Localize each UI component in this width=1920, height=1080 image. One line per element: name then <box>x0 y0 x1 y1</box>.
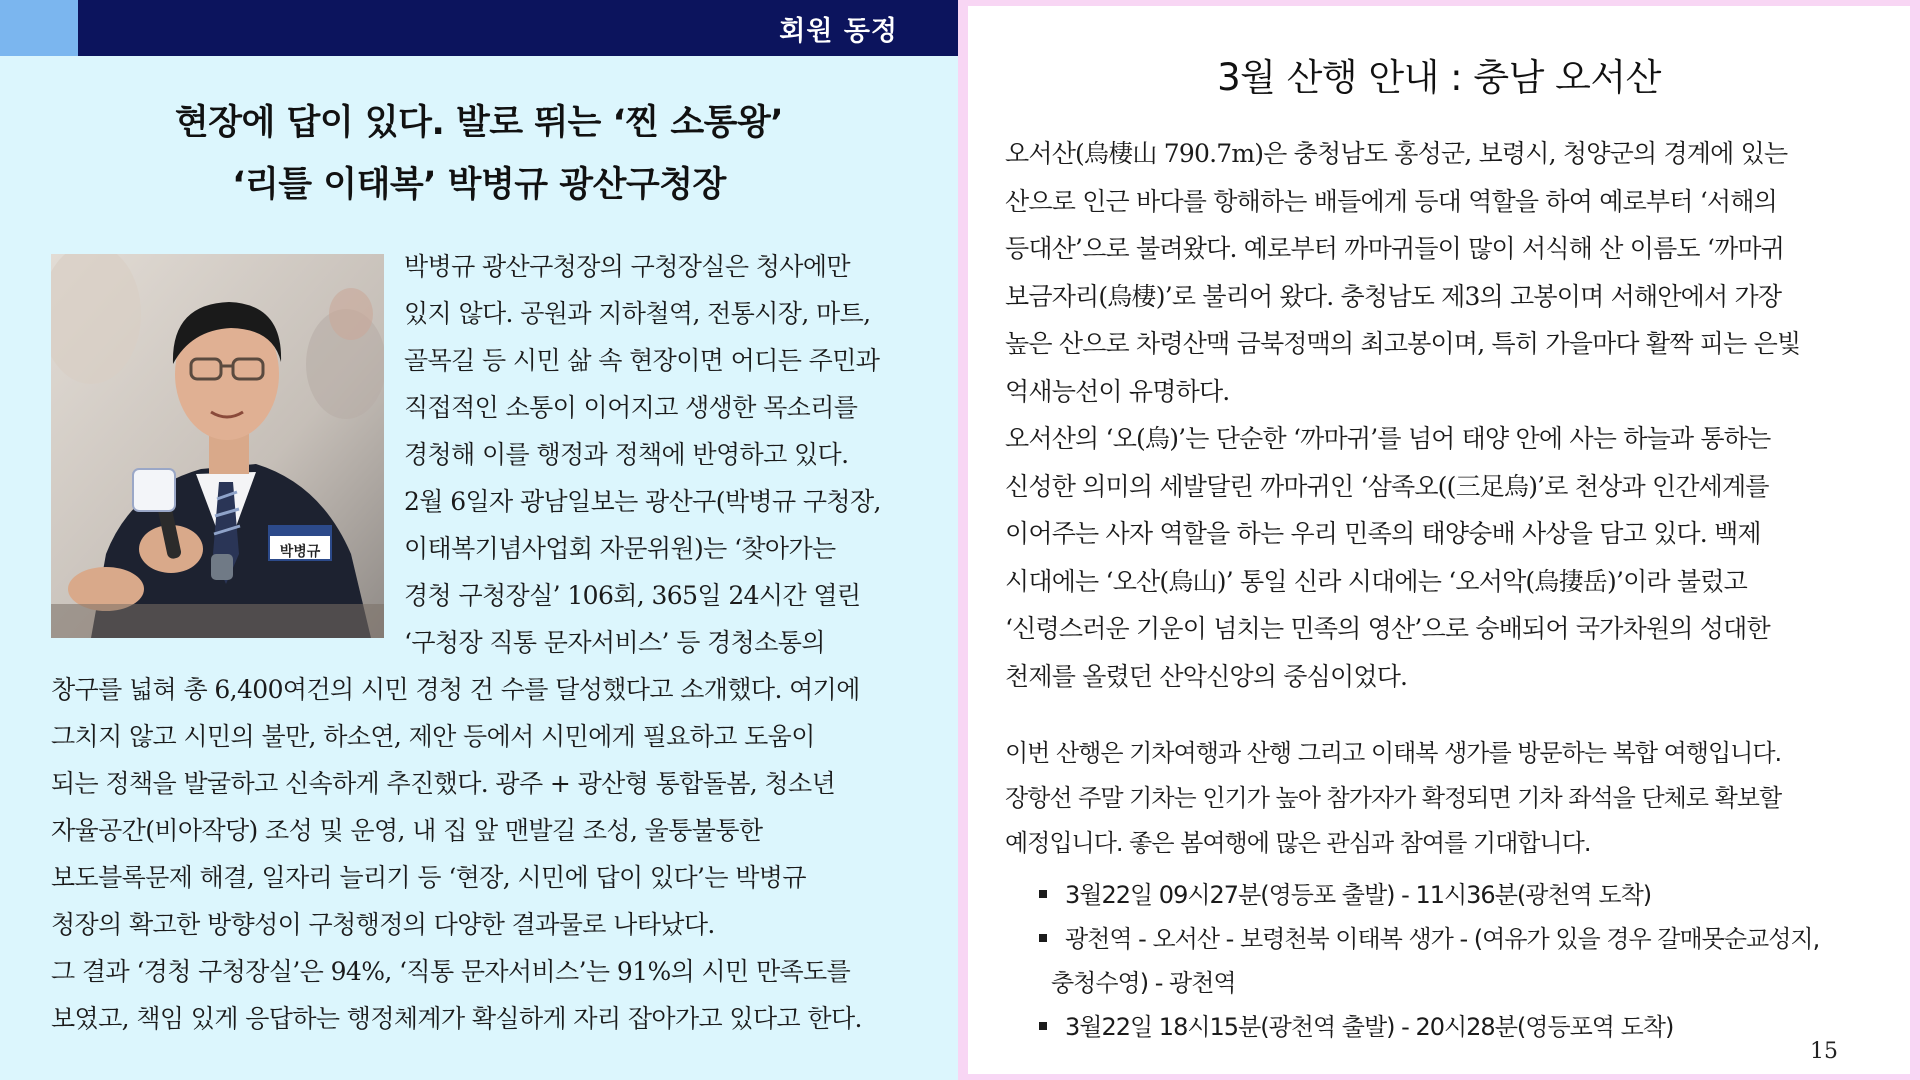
schedule-list <box>1005 873 1819 1049</box>
name-badge-text: 박병규 <box>279 544 321 560</box>
description-line: 억새능선이 유명하다. <box>1005 376 1230 406</box>
article-line: 되는 정책을 발굴하고 신속하게 추진했다. 광주 + 광산형 통합돌봄, 청소년 <box>51 769 836 798</box>
header-accent-block <box>0 0 78 56</box>
mountain-description <box>1005 130 1800 700</box>
article-line: 그 결과 ‘경청 구청장실’은 94%, ‘직통 문자서비스’는 91%의 시민 만족도를 <box>51 957 851 986</box>
schedule-item-return <box>1005 1005 1819 1049</box>
description-line: 신성한 의미의 세발달린 까마귀인 ‘삼족오((三足烏)’로 천상과 인간세계를 <box>1005 471 1769 501</box>
article-line: 보였고, 책임 있게 응답하는 행정체계가 확실하게 자리 잡아가고 있다고 한다. <box>51 1004 862 1033</box>
section-label: 회원 동정 <box>779 16 898 47</box>
announcement-line: 이번 산행은 기차여행과 산행 그리고 이태복 생가를 방문하는 복합 여행입니다. <box>1005 739 1782 767</box>
section-header-bar <box>78 0 958 56</box>
schedule-text-continued: 충청수영) - 광천역 <box>1051 969 1236 997</box>
description-line: 천제를 올렸던 산악신앙의 중심이었다. <box>1005 661 1408 691</box>
article-line: 있지 않다. 공원과 지하철역, 전통시장, 마트, <box>404 299 871 328</box>
article-line: 창구를 넓혀 총 6,400여건의 시민 경청 건 수를 달성했다고 소개했다. 여기에 <box>51 675 860 704</box>
description-line: 등대산’으로 불려왔다. 예로부터 까마귀들이 많이 서식해 산 이름도 ‘까마귀 <box>1005 234 1785 263</box>
description-line: 오서산의 ‘오(烏)’는 단순한 ‘까마귀’를 넘어 태양 안에 사는 하늘과 통하는 <box>1005 424 1771 453</box>
article-line: 경청 구청장실’ 106회, 365일 24시간 열린 <box>404 581 861 610</box>
headline-line-2: ‘리틀 이태복’ 박병규 광산구청장 <box>232 165 726 205</box>
article-body-wrapped <box>404 243 881 666</box>
bullet-icon <box>1039 1022 1047 1030</box>
announcement-line: 예정입니다. 좋은 봄여행에 많은 관심과 참여를 기대합니다. <box>1005 829 1591 857</box>
notice-title: 3월 산행 안내 : 충남 오서산 <box>1217 56 1661 99</box>
trip-announcement <box>1005 731 1781 866</box>
schedule-text: 3월22일 18시15분(광천역 출발) - 20시28분(영등포역 도착) <box>1065 1013 1674 1041</box>
article-line: 이태복기념사업회 자문위원)는 ‘찾아가는 <box>404 534 836 563</box>
article-line: 청장의 확고한 방향성이 구청행정의 다양한 결과물로 나타났다. <box>51 910 715 939</box>
description-line: 오서산(烏棲山 790.7m)은 충청남도 홍성군, 보령시, 청양군의 경계에 있는 <box>1005 139 1788 168</box>
article-line: 2월 6일자 광남일보는 광산구(박병규 구청장, <box>404 487 881 516</box>
description-line: 시대에는 ‘오산(烏山)’ 통일 신라 시대에는 ‘오서악(烏捿岳)’이라 불렀고 <box>1005 566 1747 596</box>
article-line: 그치지 않고 시민의 불만, 하소연, 제안 등에서 시민에게 필요하고 도움이 <box>51 722 815 751</box>
article-line: 박병규 광산구청장의 구청장실은 청사에만 <box>404 252 850 281</box>
bullet-icon <box>1039 890 1047 898</box>
description-line: 산으로 인근 바다를 항해하는 배들에게 등대 역할을 하여 예로부터 ‘서해의 <box>1005 186 1777 216</box>
announcement-line: 장항선 주말 기차는 인기가 높아 참가자가 확정되면 기차 좌석을 단체로 확보할 <box>1005 784 1782 812</box>
headline-line-1: 현장에 답이 있다. 발로 뛰는 ‘찐 소통왕’ <box>174 103 784 143</box>
schedule-text: 광천역 - 오서산 - 보령천북 이태복 생가 - (여유가 있을 경우 갈매못순교성지, <box>1065 925 1820 953</box>
article-line: 경청해 이를 행정과 정책에 반영하고 있다. <box>404 440 849 469</box>
page-number: 15 <box>1810 1039 1838 1064</box>
schedule-text: 3월22일 09시27분(영등포 출발) - 11시36분(광천역 도착) <box>1065 881 1652 909</box>
article-line: 골목길 등 시민 삶 속 현장이면 어디든 주민과 <box>404 346 880 375</box>
bullet-icon <box>1039 934 1047 942</box>
notice-panel <box>968 6 1910 1074</box>
description-line: 이어주는 사자 역할을 하는 우리 민족의 태양숭배 사상을 담고 있다. 백제 <box>1005 519 1761 548</box>
description-line: ‘신령스러운 기운이 넘치는 민족의 영산’으로 숭배되어 국가차원의 성대한 <box>1005 614 1770 643</box>
article-body-full <box>51 666 862 1042</box>
article-line: 보도블록문제 해결, 일자리 늘리기 등 ‘현장, 시민에 답이 있다’는 박병규 <box>51 863 806 892</box>
left-page <box>0 0 958 1080</box>
schedule-item-route <box>1005 917 1819 1005</box>
description-line: 보금자리(烏棲)’로 불리어 왔다. 충청남도 제3의 고봉이며 서해안에서 가장 <box>1005 281 1782 311</box>
article-line: ‘구청장 직통 문자서비스’ 등 경청소통의 <box>404 628 825 657</box>
right-page <box>958 0 1920 1080</box>
portrait-photo <box>51 254 384 638</box>
article-line: 직접적인 소통이 이어지고 생생한 목소리를 <box>404 393 858 422</box>
article-line: 자율공간(비아작당) 조성 및 운영, 내 집 앞 맨발길 조성, 울퉁불퉁한 <box>51 816 763 845</box>
description-line: 높은 산으로 차령산맥 금북정맥의 최고봉이며, 특히 가을마다 활짝 피는 은빛 <box>1005 329 1801 358</box>
schedule-item-departure <box>1005 873 1819 917</box>
